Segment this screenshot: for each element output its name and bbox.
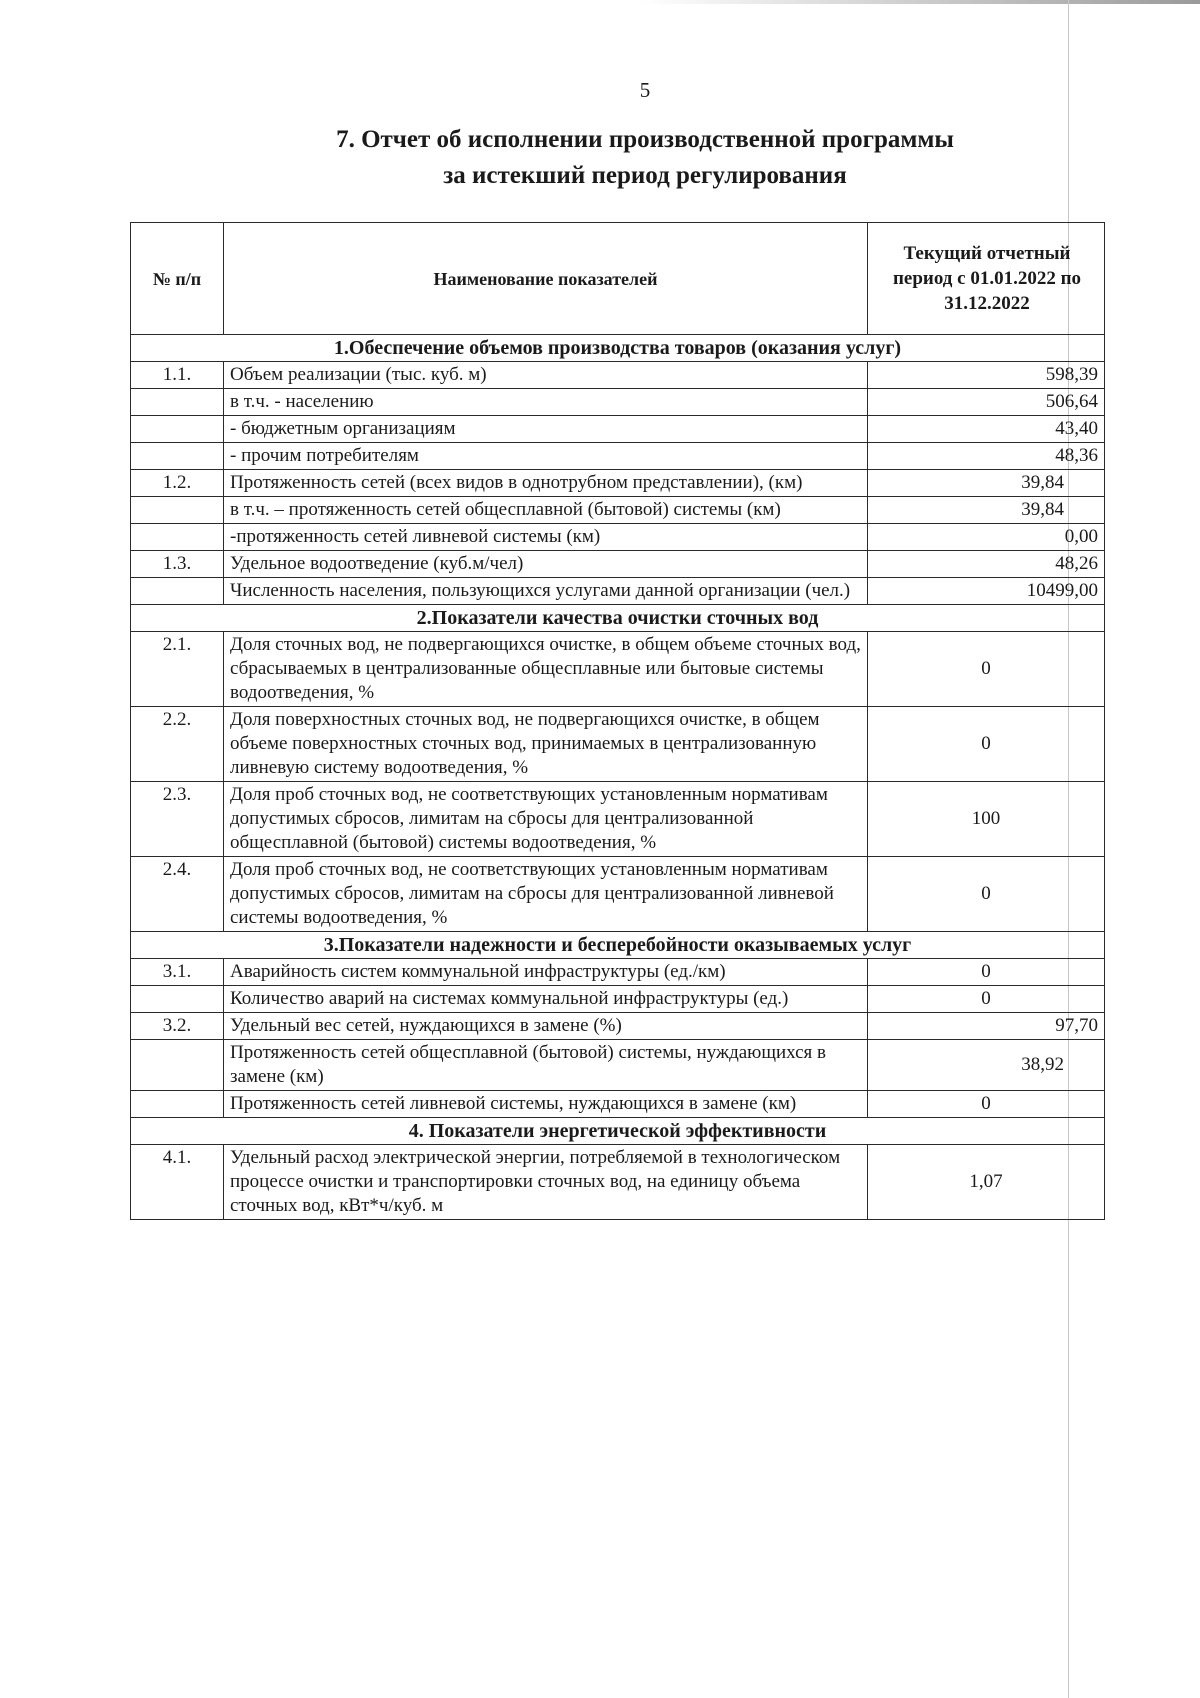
header-num: № п/п: [131, 223, 224, 335]
row-num: 3.2.: [131, 1013, 224, 1040]
table-row: [131, 389, 1105, 416]
table-row: [131, 578, 1105, 605]
row-value: 38,92: [868, 1040, 1105, 1091]
table-row: [131, 1145, 1105, 1220]
row-name: Объем реализации (тыс. куб. м): [224, 362, 868, 389]
section-title-2: 2.Показатели качества очистки сточных вод: [131, 605, 1105, 632]
header-row: [131, 223, 1105, 335]
row-name: Протяженность сетей ливневой системы, нуждающихся в замене (км): [224, 1091, 868, 1118]
row-num: [131, 578, 224, 605]
row-name: в т.ч. – протяженность сетей общесплавной (бытовой) системы (км): [224, 497, 868, 524]
row-value: 10499,00: [868, 578, 1105, 605]
section-title-1: 1.Обеспечение объемов производства товаров (оказания услуг): [131, 335, 1105, 362]
row-num: [131, 443, 224, 470]
row-name: Протяженность сетей (всех видов в однотрубном представлении), (км): [224, 470, 868, 497]
row-num: 2.1.: [131, 632, 224, 707]
table-row: [131, 1091, 1105, 1118]
row-value: 39,84: [868, 497, 1105, 524]
row-num: 2.2.: [131, 707, 224, 782]
row-value: 100: [868, 782, 1105, 857]
row-num: [131, 389, 224, 416]
production-program-table: [130, 222, 1105, 1220]
table-row: [131, 416, 1105, 443]
row-value: 0: [868, 632, 1105, 707]
row-num: 2.3.: [131, 782, 224, 857]
scan-edge-top: [640, 0, 1200, 4]
row-value: 0: [868, 707, 1105, 782]
row-name: Аварийность систем коммунальной инфраструктуры (ед./км): [224, 959, 868, 986]
table-row: [131, 632, 1105, 707]
row-value: 0: [868, 1091, 1105, 1118]
row-name: Удельный вес сетей, нуждающихся в замене (%): [224, 1013, 868, 1040]
page-number: 5: [639, 78, 651, 102]
table-row: [131, 959, 1105, 986]
row-name: Доля поверхностных сточных вод, не подвергающихся очистке, в общем объеме поверхностных сточных вод, принимаемых в централизованную ливневую систему водоотведения, %: [224, 707, 868, 782]
row-value: 506,64: [868, 389, 1105, 416]
row-value: 0,00: [868, 524, 1105, 551]
section-row-3: [131, 932, 1105, 959]
row-name: Протяженность сетей общесплавной (бытовой) системы, нуждающихся в замене (км): [224, 1040, 868, 1091]
row-name: Доля сточных вод, не подвергающихся очистке, в общем объеме сточных вод, сбрасываемых в централизованные общесплавные или бытовые системы водоотведения, %: [224, 632, 868, 707]
row-value: 43,40: [868, 416, 1105, 443]
table-row: [131, 497, 1105, 524]
table-row: [131, 707, 1105, 782]
row-num: 1.3.: [131, 551, 224, 578]
row-name: Доля проб сточных вод, не соответствующих установленным нормативам допустимых сбросов, лимитам на сбросы для централизованной ливневой системы водоотведения, %: [224, 857, 868, 932]
row-value: 0: [868, 986, 1105, 1013]
report-title-line-2: за истекший период регулирования: [443, 162, 847, 189]
row-num: [131, 986, 224, 1013]
row-value: 97,70: [868, 1013, 1105, 1040]
table-row: [131, 551, 1105, 578]
row-num: [131, 524, 224, 551]
table-row: [131, 986, 1105, 1013]
row-num: [131, 497, 224, 524]
row-name: Доля проб сточных вод, не соответствующих установленным нормативам допустимых сбросов, лимитам на сбросы для централизованной общесплавной (бытовой) системы водоотведения, %: [224, 782, 868, 857]
row-value: 39,84: [868, 470, 1105, 497]
row-num: [131, 1091, 224, 1118]
table-row: [131, 1013, 1105, 1040]
row-value: 48,36: [868, 443, 1105, 470]
row-name: -протяженность сетей ливневой системы (км): [224, 524, 868, 551]
row-num: 2.4.: [131, 857, 224, 932]
table-row: [131, 782, 1105, 857]
table-row: [131, 362, 1105, 389]
section-row-4: [131, 1118, 1105, 1145]
section-title-4: 4. Показатели энергетической эффективности: [131, 1118, 1105, 1145]
section-row-2: [131, 605, 1105, 632]
report-title: [0, 122, 1200, 194]
row-num: 1.1.: [131, 362, 224, 389]
table-row: [131, 1040, 1105, 1091]
row-num: 3.1.: [131, 959, 224, 986]
row-name: в т.ч. - населению: [224, 389, 868, 416]
row-num: [131, 1040, 224, 1091]
row-num: 4.1.: [131, 1145, 224, 1220]
table-row: [131, 524, 1105, 551]
section-title-3: 3.Показатели надежности и бесперебойности оказываемых услуг: [131, 932, 1105, 959]
row-name: Удельный расход электрической энергии, потребляемой в технологическом процессе очистки и транспортировки сточных вод, на единицу объема сточных вод, кВт*ч/куб. м: [224, 1145, 868, 1220]
row-value: 48,26: [868, 551, 1105, 578]
row-num: [131, 416, 224, 443]
row-value: 1,07: [868, 1145, 1105, 1220]
row-num: 1.2.: [131, 470, 224, 497]
header-name: Наименование показателей: [224, 223, 868, 335]
row-name: Численность населения, пользующихся услугами данной организации (чел.): [224, 578, 868, 605]
row-value: 0: [868, 959, 1105, 986]
table-row: [131, 443, 1105, 470]
row-name: - бюджетным организациям: [224, 416, 868, 443]
table-row: [131, 470, 1105, 497]
header-value: Текущий отчетный период с 01.01.2022 по 31.12.2022: [868, 223, 1105, 335]
row-name: Количество аварий на системах коммунальной инфраструктуры (ед.): [224, 986, 868, 1013]
table-row: [131, 857, 1105, 932]
row-name: Удельное водоотведение (куб.м/чел): [224, 551, 868, 578]
report-title-line-1: 7. Отчет об исполнении производственной программы: [336, 126, 954, 153]
row-value: 0: [868, 857, 1105, 932]
section-row-1: [131, 335, 1105, 362]
row-name: - прочим потребителям: [224, 443, 868, 470]
row-value: 598,39: [868, 362, 1105, 389]
